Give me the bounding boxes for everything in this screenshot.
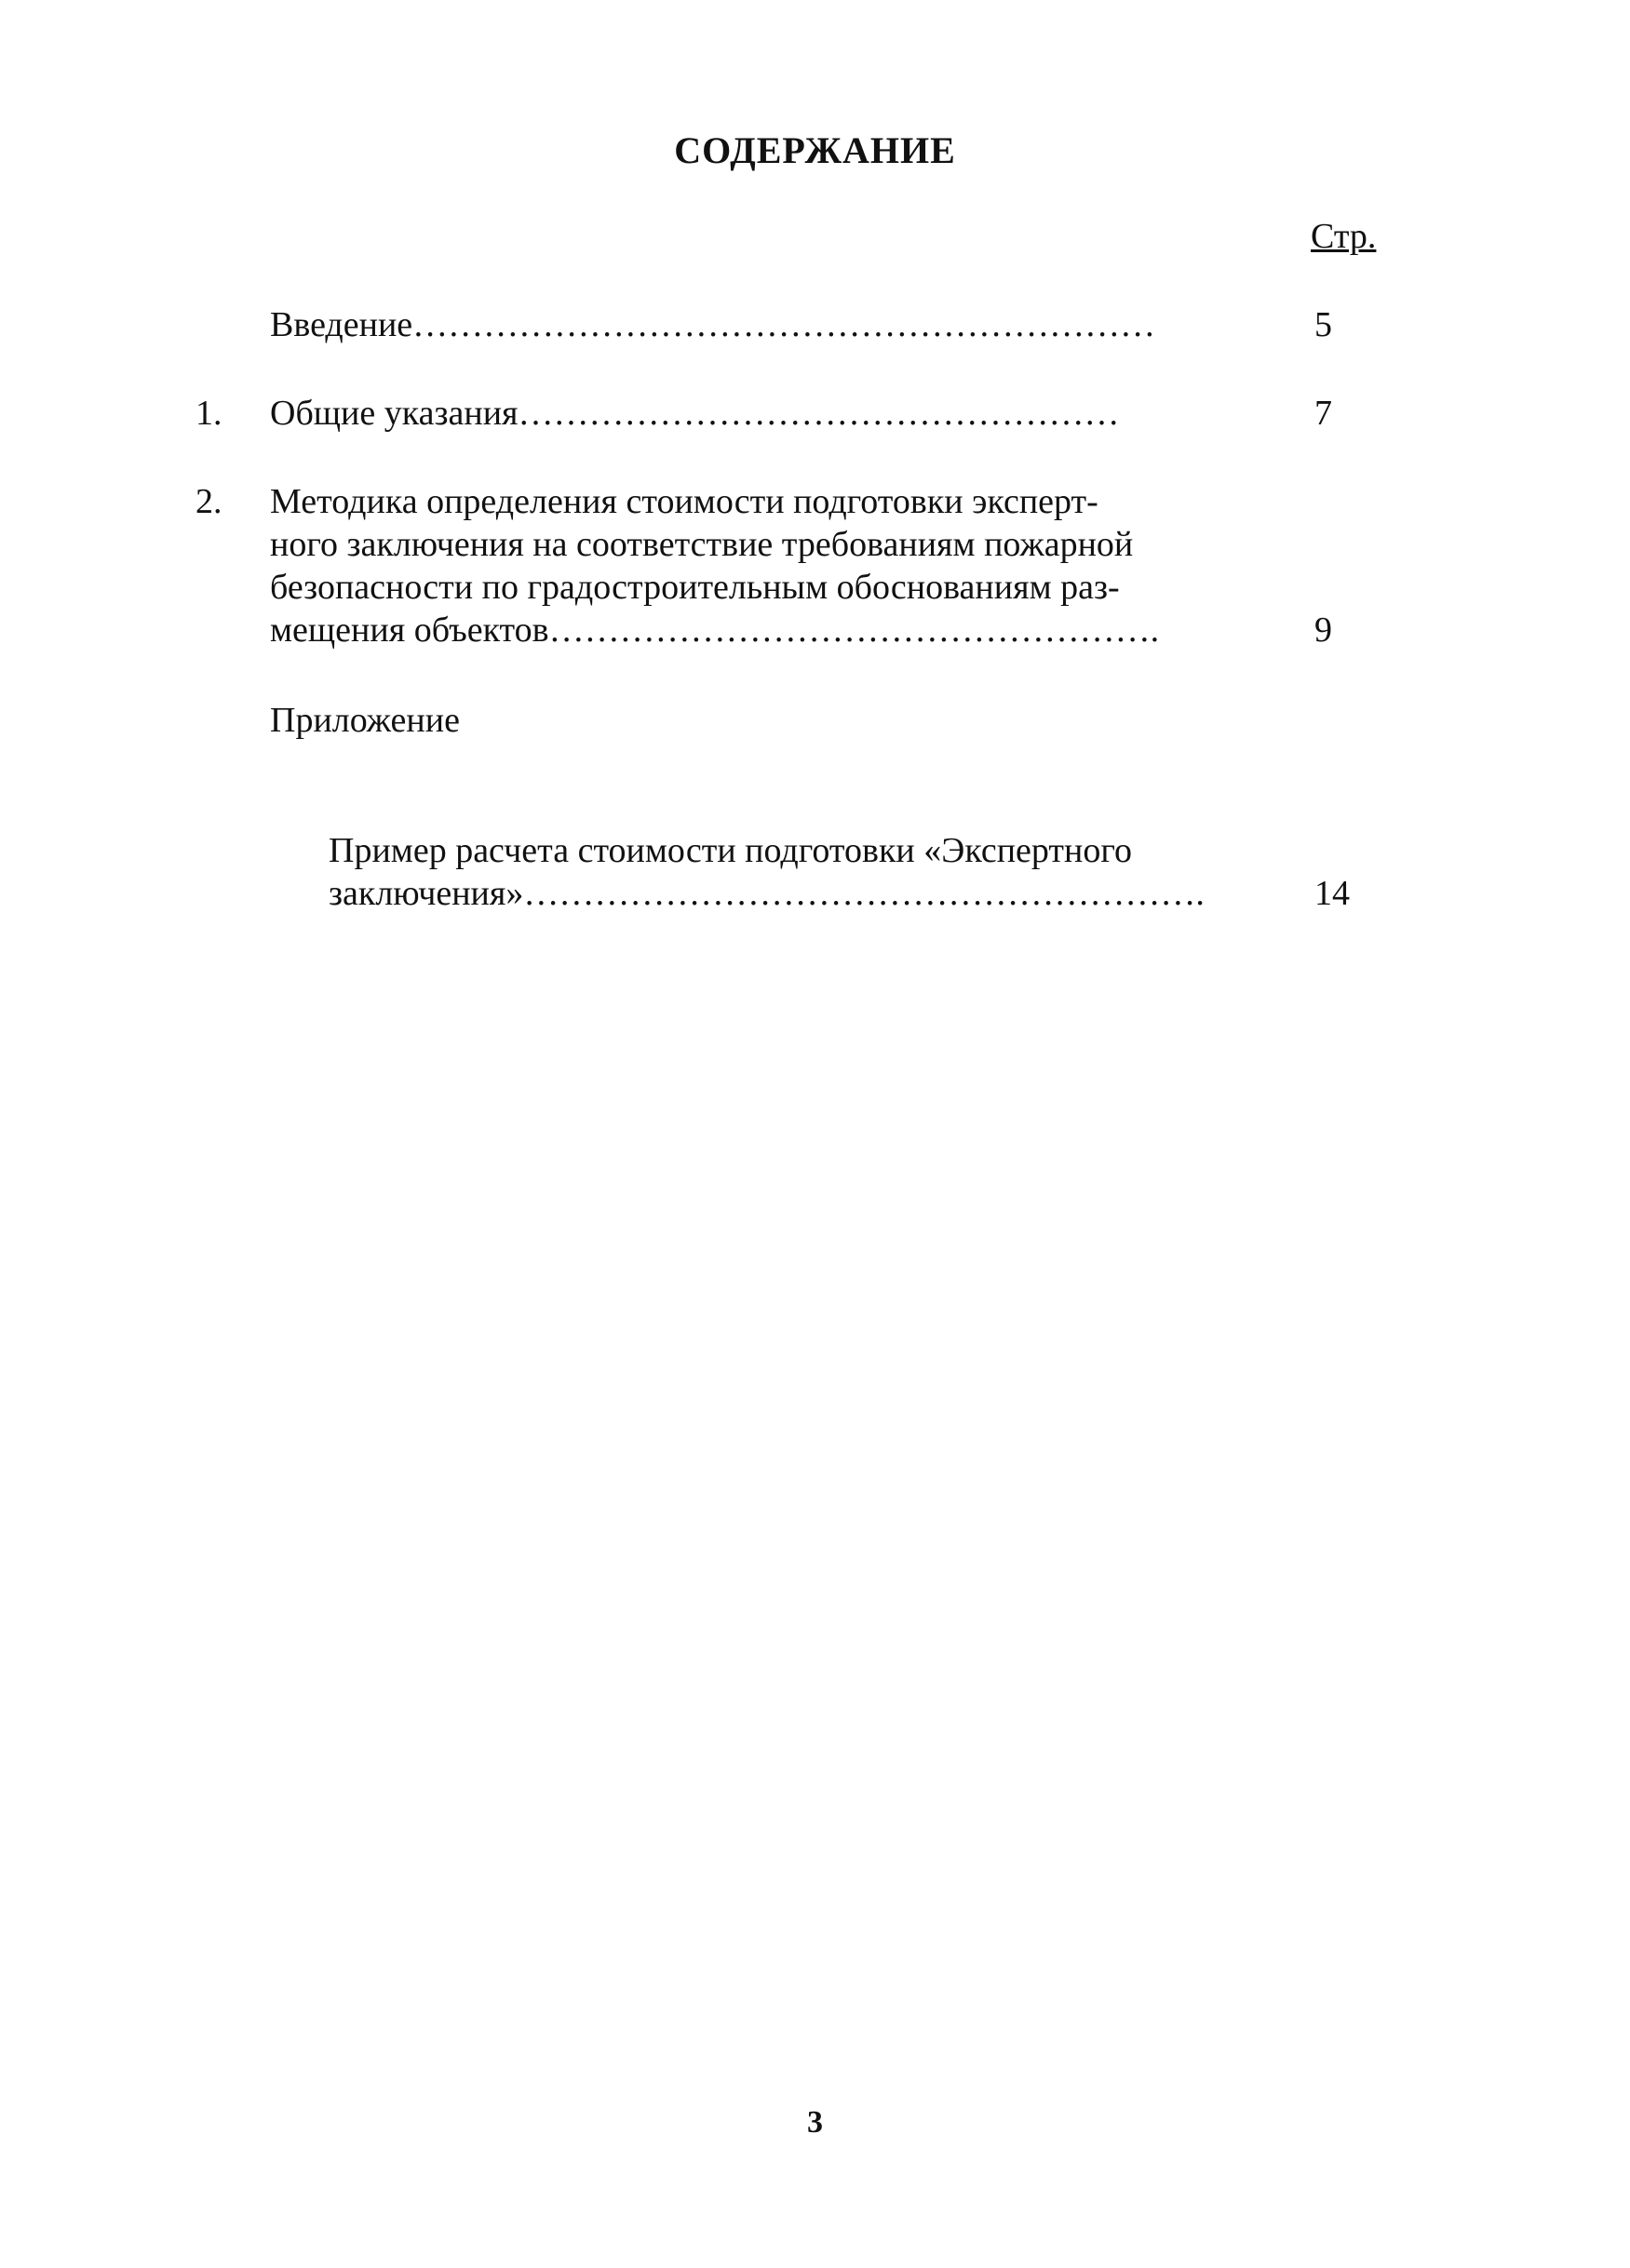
toc-number-2: 2. <box>195 482 222 521</box>
toc-page-methodology: 9 <box>1314 611 1332 650</box>
toc-entry-methodology-line[interactable]: Методика определения стоимости подготовки эксперт- <box>270 482 1098 521</box>
toc-page-introduction: 5 <box>1314 305 1332 344</box>
toc-entry-methodology-line[interactable]: безопасности по градостроительным обоснованиям раз- <box>270 568 1120 607</box>
toc-page-general-instructions: 7 <box>1314 394 1332 433</box>
toc-number-1: 1. <box>195 394 222 433</box>
toc-entry-introduction[interactable]: Введение……………………………………………………… <box>270 305 1156 344</box>
footer-page-number: 3 <box>807 2105 823 2140</box>
toc-page-appendix: 14 <box>1314 874 1350 913</box>
page-title: СОДЕРЖАНИЕ <box>674 129 956 171</box>
toc-appendix-heading: Приложение <box>270 701 460 740</box>
toc-entry-methodology-line[interactable]: мещения объектов……………………………………………. <box>270 611 1160 650</box>
toc-appendix-example-line[interactable]: заключения»…………………………………………………. <box>329 874 1205 913</box>
toc-appendix-example-line[interactable]: Пример расчета стоимости подготовки «Экспертного <box>329 831 1132 870</box>
page-column-header: Стр. <box>1311 217 1377 256</box>
toc-entry-general-instructions[interactable]: Общие указания…………………………………………… <box>270 394 1120 433</box>
toc-entry-methodology-line[interactable]: ного заключения на соответствие требованиям пожарной <box>270 525 1134 564</box>
